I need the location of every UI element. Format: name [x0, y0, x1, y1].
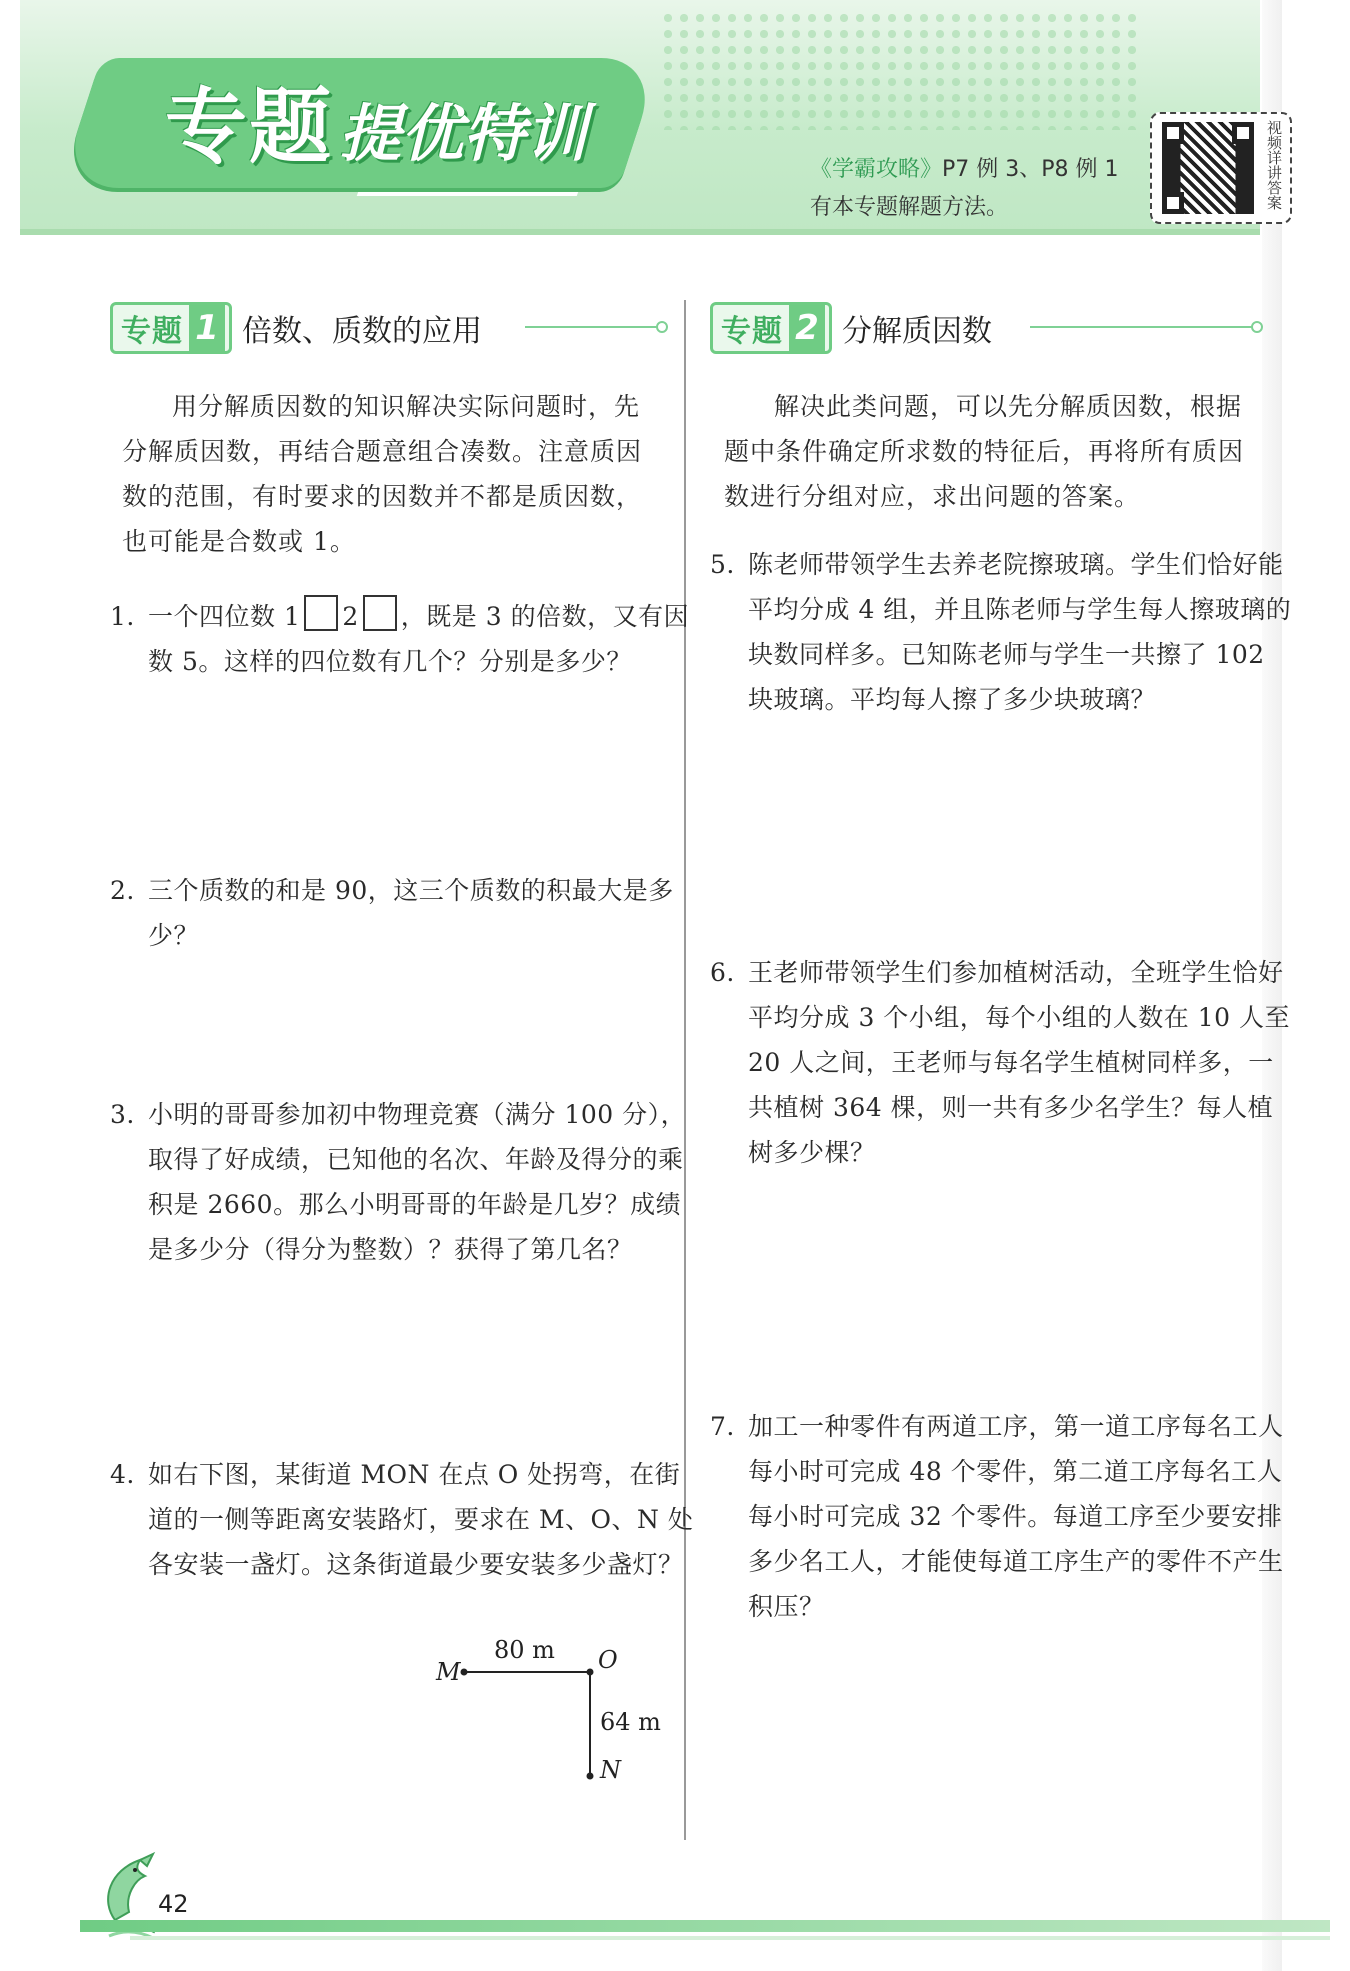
problem-6-number: 6.: [710, 958, 735, 987]
problem-7-number: 7.: [710, 1412, 735, 1441]
problem-3-text: 小明的哥哥参加初中物理竞赛（满分 100 分），取得了好成绩，已知他的名次、年龄及得分的乘积是 2660。那么小明哥哥的年龄是几岁？成绩是多少分（得分为整数）？获得了第几名？: [148, 1100, 687, 1264]
qr-code-icon[interactable]: [1162, 122, 1254, 214]
header-dot-pattern: [660, 10, 1140, 130]
section-2-badge-number: 2: [789, 305, 825, 351]
problem-3-number: 3.: [110, 1100, 135, 1129]
problem-1-text-a: 一个四位数 1: [148, 602, 301, 631]
section-2-badge-word: 专题: [721, 314, 783, 349]
street-diagram: [430, 1630, 670, 1784]
problem-4-text: 如右下图，某街道 MON 在点 O 处拐弯，在街道的一侧等距离安装路灯，要求在 M、O、N 处各安装一盏灯。这条街道最少要安装多少盏灯？: [148, 1460, 694, 1579]
problem-7-text: 加工一种零件有两道工序，第一道工序每名工人每小时可完成 48 个零件，第二道工序每名工人每小时可完成 32 个零件。每道工序至少要安排多少名工人，才能使每道工序生产的零件不产生积压？: [748, 1412, 1284, 1621]
title-small: 提优特训: [339, 97, 588, 170]
qr-corner-icon: [1162, 122, 1184, 144]
reference-pages: P7 例 3、P8 例 1: [942, 157, 1119, 182]
reference-line-2: 有本专题解题方法。: [810, 195, 1009, 220]
problem-1-number: 1.: [110, 602, 135, 631]
label-mo-length: 80 m: [494, 1636, 555, 1664]
section-1-badge: [110, 302, 232, 354]
section-2-rule: [1030, 326, 1255, 328]
problem-2-number: 2.: [110, 876, 135, 905]
problem-1: [110, 594, 698, 684]
column-divider: [684, 300, 686, 1840]
problem-1-text-c: ，既是 3 的倍数，又有因数 5。这样的四位数有几个？分别是多少？: [148, 602, 690, 676]
section-1-header: [110, 302, 482, 354]
section-2-intro: 解决此类问题，可以先分解质因数，根据题中条件确定所求数的特征后，再将所有质因数进行分组对应，求出问题的答案。: [724, 392, 1245, 511]
problem-5: [710, 542, 1298, 722]
reference-line-1: [810, 152, 1119, 183]
problem-6-text: 王老师带领学生们参加植树活动，全班学生恰好平均分成 3 个小组，每个小组的人数在 10 人至 20 人之间，王老师与每名学生植树同样多，一共植树 364 棵，则一共有多少名学生？每人植树多少棵？: [748, 958, 1291, 1167]
section-1-title: 倍数、质数的应用: [242, 314, 482, 349]
point-n: [587, 1773, 594, 1780]
label-on-length: 64 m: [600, 1708, 661, 1736]
answer-blank[interactable]: [363, 595, 397, 631]
qr-corner-icon: [1232, 122, 1254, 144]
point-o: [587, 1669, 594, 1676]
footer-band-thin: [130, 1936, 1330, 1940]
problem-5-text: 陈老师带领学生去养老院擦玻璃。学生们恰好能平均分成 4 组，并且陈老师与学生每人擦玻璃的块数同样多。已知陈老师与学生一共擦了 102 块玻璃。平均每人擦了多少块玻璃？: [748, 550, 1292, 714]
label-m: M: [436, 1658, 461, 1686]
label-o: O: [598, 1646, 618, 1674]
section-1-badge-word: 专题: [121, 314, 183, 349]
section-1-intro: 用分解质因数的知识解决实际问题时，先分解质因数，再结合题意组合凑数。注意质因数的范围，有时要求的因数并不都是质因数，也可能是合数或 1。: [122, 392, 643, 556]
qr-code-box[interactable]: [1150, 112, 1292, 224]
page-title: [165, 62, 588, 175]
title-underline: [357, 178, 584, 196]
section-1-badge-number: 1: [189, 305, 225, 351]
problem-3: [110, 1092, 698, 1272]
problem-2-text: 三个质数的和是 90，这三个质数的积最大是多少？: [148, 876, 674, 950]
section-2-badge: [710, 302, 832, 354]
answer-blank[interactable]: [304, 595, 338, 631]
section-1-rule: [525, 326, 660, 328]
reference-book: 《学霸攻略》: [810, 157, 943, 182]
label-n: N: [600, 1756, 621, 1784]
section-2-header: [710, 302, 992, 354]
problem-7: [710, 1404, 1298, 1629]
footer-band: [80, 1920, 1330, 1932]
title-big: 专题: [165, 80, 334, 175]
section-2-title: 分解质因数: [842, 314, 992, 349]
problem-6: [710, 950, 1298, 1175]
point-m: [461, 1669, 468, 1676]
problem-2: [110, 868, 698, 958]
problem-4: [110, 1452, 698, 1587]
qr-side-text: 视频详讲答案: [1265, 120, 1283, 210]
page-number: 42: [158, 1890, 189, 1918]
problem-1-text-b: 2: [342, 602, 359, 631]
qr-corner-icon: [1162, 192, 1184, 214]
problem-4-number: 4.: [110, 1460, 135, 1489]
problem-5-number: 5.: [710, 550, 735, 579]
